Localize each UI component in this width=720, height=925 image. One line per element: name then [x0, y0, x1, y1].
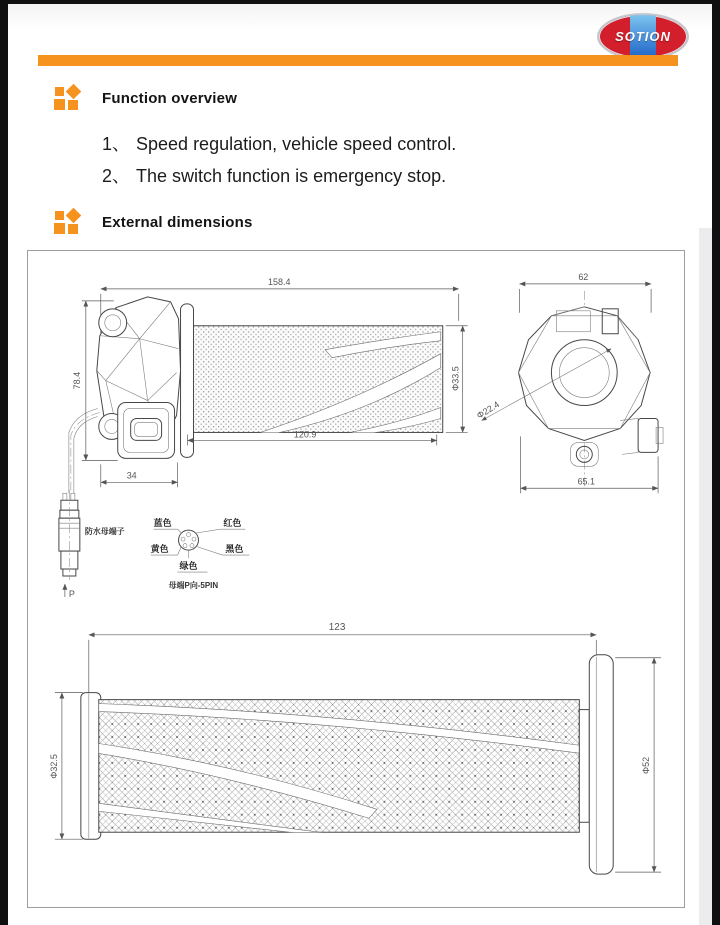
section-heading-dimensions: [54, 209, 253, 235]
dim-base-width: 34: [126, 470, 137, 481]
screen-edge-right: [712, 0, 720, 925]
grip-view: [49, 622, 661, 874]
list-item: [102, 128, 622, 160]
section-title: Function overview: [102, 89, 238, 107]
dim-height: 78.4: [71, 371, 82, 390]
dim-flange-diameter: Φ52: [641, 756, 652, 775]
waterproof-connector: [59, 490, 125, 599]
list-item-text: Speed regulation, vehicle speed control.: [136, 134, 457, 154]
connector-label: 防水母端子: [84, 527, 125, 537]
p-direction-label: P: [68, 588, 75, 599]
wire-color-yellow: 黄色: [150, 544, 169, 555]
wire-color-green: 绿色: [179, 561, 198, 572]
dim-end-bottom-width: 65.1: [577, 476, 596, 487]
list-item-text: The switch function is emergency stop.: [136, 166, 447, 186]
dim-grip-view-length: 123: [328, 621, 346, 633]
technical-drawing: [28, 251, 684, 907]
wire-color-red: 红色: [223, 518, 242, 529]
list-item-number: 1、: [102, 134, 131, 154]
wire-color-black: 黑色: [225, 544, 244, 555]
dim-bore-diameter: Φ22.4: [474, 399, 502, 421]
section-heading-function: [54, 85, 237, 111]
wire-color-blue: 蓝色: [153, 518, 172, 529]
function-list: [102, 128, 622, 192]
list-item: [102, 160, 622, 192]
screen-edge-left: [0, 0, 8, 925]
logo-text: SOTION: [615, 29, 671, 44]
pin-caption: 母端P向-5PIN: [168, 580, 219, 590]
technical-drawing-frame: [27, 250, 685, 908]
accent-divider-bar: [38, 55, 678, 66]
quad-squares-icon: [54, 209, 80, 235]
end-view: [475, 272, 663, 493]
dim-overall-length: 158.4: [268, 276, 291, 287]
quad-squares-icon: [54, 85, 80, 111]
scrollbar-track[interactable]: [699, 228, 712, 925]
list-item-number: 2、: [102, 166, 131, 186]
sotion-logo: [597, 13, 689, 60]
section-title: External dimensions: [102, 213, 253, 231]
dim-grip-length: 120.9: [293, 429, 317, 440]
dim-end-top-width: 62: [578, 271, 589, 282]
dim-inner-diameter: Φ32.5: [48, 754, 59, 779]
wiring-diagram: [151, 517, 250, 590]
side-view: [59, 277, 468, 599]
dim-grip-diameter: Φ33.5: [450, 366, 461, 391]
